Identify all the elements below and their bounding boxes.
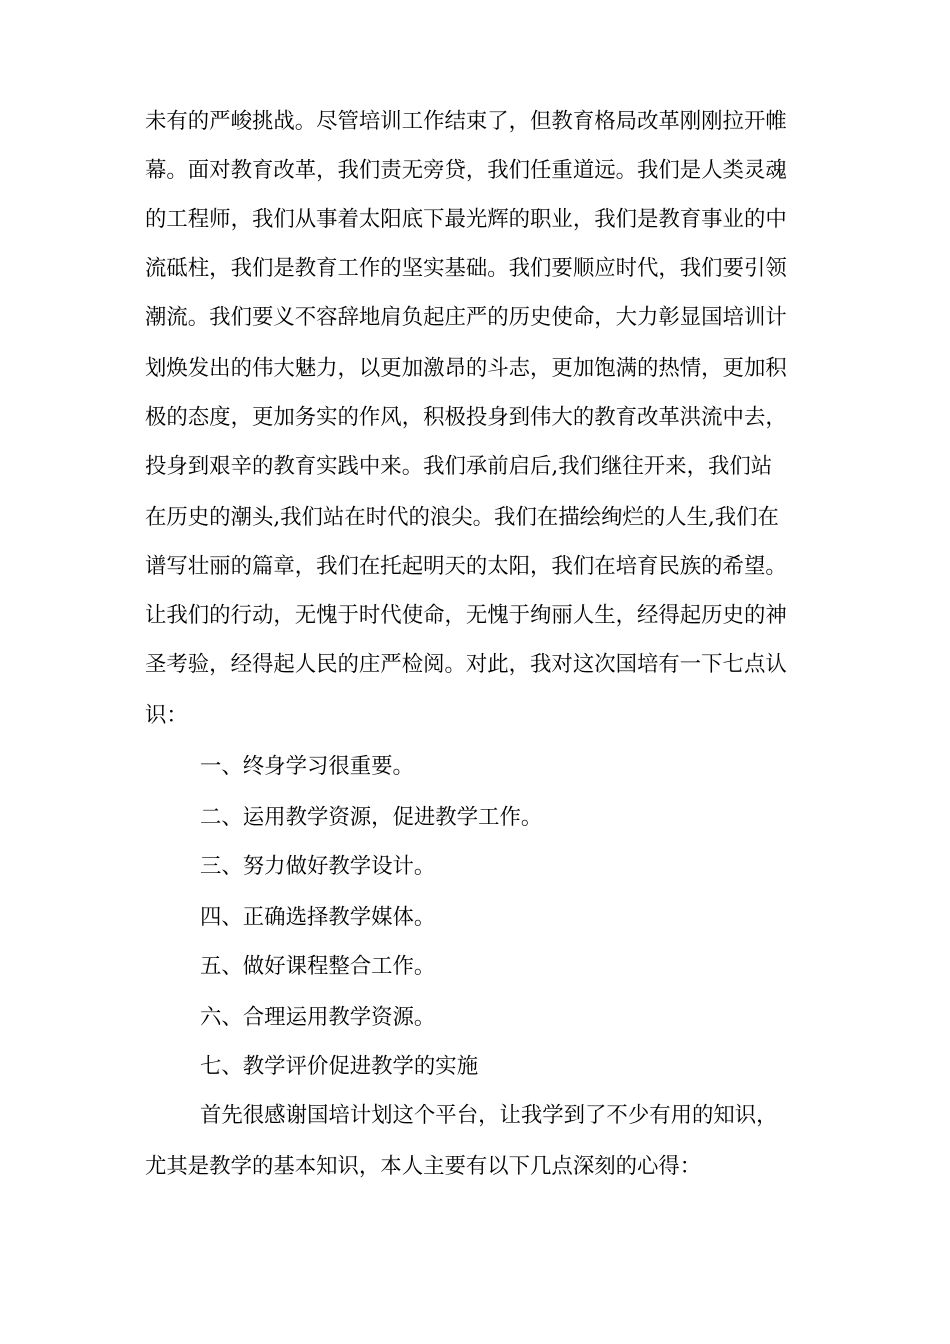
- list-item: 六、合理运用教学资源。: [200, 1005, 436, 1030]
- list-item: 二、运用教学资源，促进教学工作。: [200, 805, 543, 830]
- text-line: 极的态度，更加务实的作风，积极投身到伟大的教育改革洪流中去，: [145, 405, 787, 430]
- text-line: 幕。面对教育改革，我们责无旁贷，我们任重道远。我们是人类灵魂: [145, 158, 787, 183]
- text-line: 识：: [145, 703, 188, 728]
- text-line: 在历史的潮头,我们站在时代的浪尖。我们在描绘绚烂的人生,我们在: [145, 505, 779, 530]
- list-item: 七、教学评价促进教学的实施: [200, 1054, 479, 1079]
- list-item: 四、正确选择教学媒体。: [200, 905, 436, 930]
- text-line: 圣考验，经得起人民的庄严检阅。对此，我对这次国培有一下七点认: [145, 652, 787, 677]
- text-line: 投身到艰辛的教育实践中来。我们承前启后,我们继往开来，我们站: [145, 454, 773, 479]
- text-line: 划焕发出的伟大魅力，以更加激昂的斗志，更加饱满的热情，更加积: [145, 356, 787, 381]
- text-line: 的工程师，我们从事着太阳底下最光辉的职业，我们是教育事业的中: [145, 207, 787, 232]
- text-line: 首先很感谢国培计划这个平台，让我学到了不少有用的知识，: [200, 1103, 778, 1128]
- list-item: 五、做好课程整合工作。: [200, 954, 436, 979]
- text-line: 让我们的行动，无愧于时代使命，无愧于绚丽人生，经得起历史的神: [145, 603, 787, 628]
- text-line: 未有的严峻挑战。尽管培训工作结束了，但教育格局改革刚刚拉开帷: [145, 109, 787, 134]
- text-line: 谱写壮丽的篇章，我们在托起明天的太阳，我们在培育民族的希望。: [145, 554, 787, 579]
- text-line: 流砥柱，我们是教育工作的坚实基础。我们要顺应时代，我们要引领: [145, 256, 787, 281]
- list-item: 一、终身学习很重要。: [200, 754, 414, 779]
- text-line: 潮流。我们要义不容辞地肩负起庄严的历史使命，大力彰显国培训计: [145, 305, 787, 330]
- text-line: 尤其是教学的基本知识，本人主要有以下几点深刻的心得：: [145, 1154, 702, 1179]
- list-item: 三、努力做好教学设计。: [200, 854, 436, 879]
